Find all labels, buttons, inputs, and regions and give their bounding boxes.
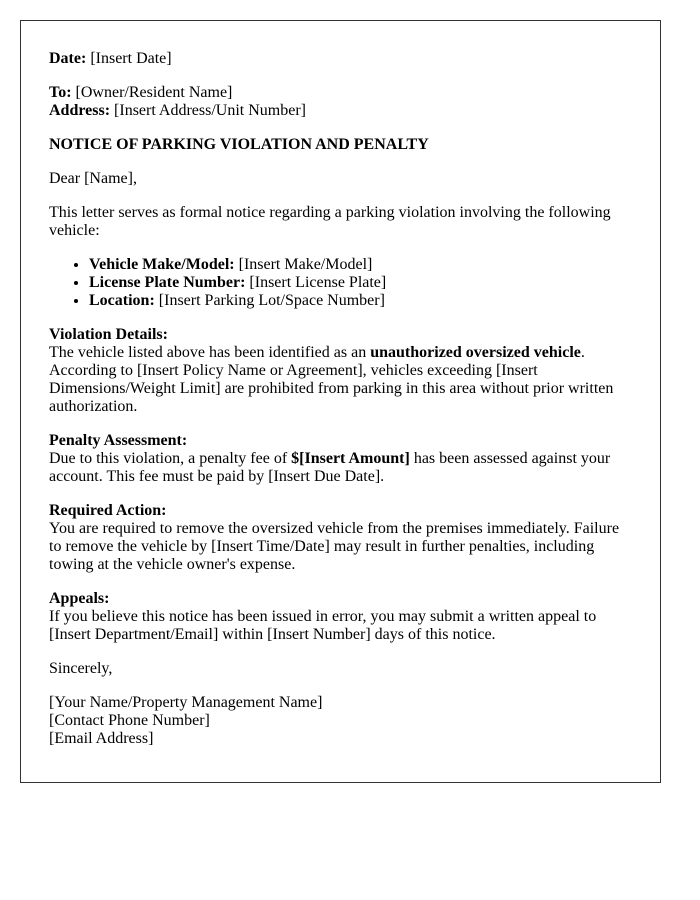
violation-heading: Violation Details: (49, 326, 168, 343)
list-item-vehicle-make-model (89, 256, 632, 274)
item-value: [Insert License Plate] (249, 274, 387, 291)
address-value: [Insert Address/Unit Number] (114, 102, 307, 119)
required-action-heading: Required Action: (49, 502, 167, 519)
violation-text-before: The vehicle listed above has been identified as an (49, 344, 371, 361)
appeals-heading: Appeals: (49, 590, 110, 607)
signature-email: [Email Address] (49, 730, 154, 747)
penalty-text-before: Due to this violation, a penalty fee of (49, 450, 292, 467)
penalty-text-after: has been assessed against your account. This fee must be paid by [Insert Due Date]. (49, 450, 611, 485)
violation-text-bold: unauthorized oversized vehicle (370, 344, 581, 361)
violation-details-section (49, 326, 632, 416)
intro-paragraph: This letter serves as formal notice regarding a parking violation involving the following vehicle: (49, 204, 611, 239)
list-item-license-plate (89, 274, 632, 292)
salutation: Dear [Name], (49, 170, 137, 187)
signature-phone: [Contact Phone Number] (49, 712, 210, 729)
to-line (49, 84, 632, 102)
item-label: License Plate Number: (89, 274, 246, 291)
address-line (49, 102, 632, 120)
signature-block (49, 694, 632, 748)
item-value: [Insert Make/Model] (238, 256, 373, 273)
address-label: Address: (49, 102, 111, 119)
appeals-section (49, 590, 632, 644)
penalty-amount: $[Insert Amount] (291, 450, 410, 467)
item-label: Location: (89, 292, 155, 309)
required-action-section (49, 502, 632, 574)
closing: Sincerely, (49, 660, 113, 677)
penalty-heading: Penalty Assessment: (49, 432, 188, 449)
to-value: [Owner/Resident Name] (75, 84, 233, 101)
date-line (49, 50, 632, 68)
date-label: Date: (49, 50, 87, 67)
list-item-location (89, 292, 632, 310)
penalty-assessment-section (49, 432, 632, 486)
item-label: Vehicle Make/Model: (89, 256, 235, 273)
required-action-text: You are required to remove the oversized vehicle from the premises immediately. Failure to remove the vehicle by [Insert Time/Date] may result in further penalties, including towing at the vehicle owner's expense. (49, 520, 620, 573)
letter-document (20, 20, 661, 783)
violation-text-after: . According to [Insert Policy Name or Agreement], vehicles exceeding [Insert Dimensions/Weight Limit] are prohibited from parking in this area without prior written authorization. (49, 344, 614, 415)
notice-title: NOTICE OF PARKING VIOLATION AND PENALTY (49, 136, 429, 153)
to-label: To: (49, 84, 72, 101)
signature-name: [Your Name/Property Management Name] (49, 694, 323, 711)
appeals-text: If you believe this notice has been issued in error, you may submit a written appeal to [Insert Department/Email] within [Insert Number] days of this notice. (49, 608, 597, 643)
recipient-block (49, 84, 632, 120)
date-value: [Insert Date] (90, 50, 172, 67)
vehicle-details-list (49, 256, 632, 310)
item-value: [Insert Parking Lot/Space Number] (158, 292, 385, 309)
